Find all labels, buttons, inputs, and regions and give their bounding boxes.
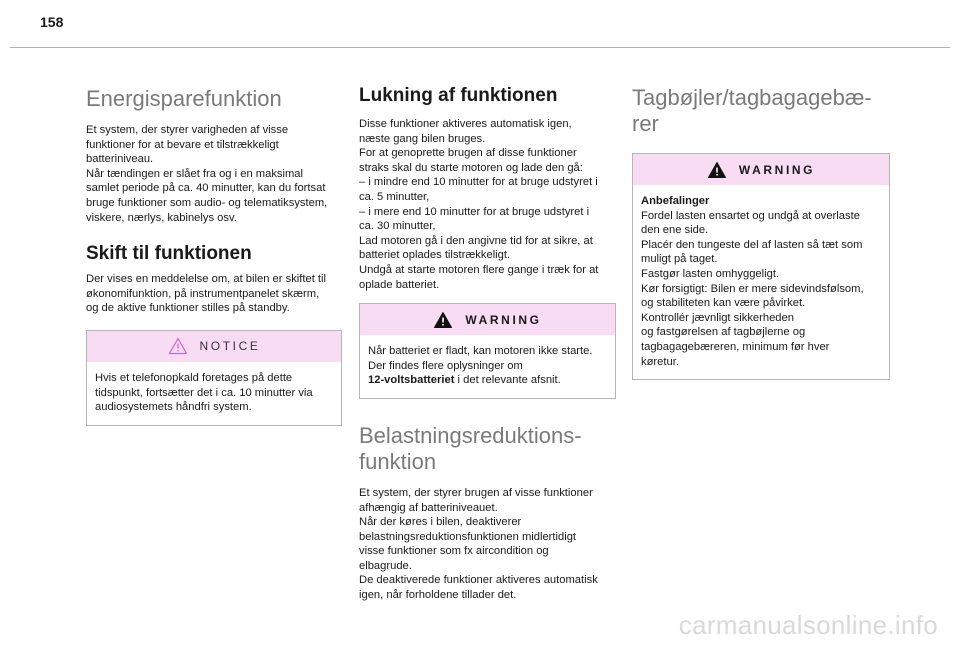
page-number: 158 bbox=[40, 14, 64, 30]
notice-title: NOTICE bbox=[199, 339, 261, 354]
warning-box-battery bbox=[359, 303, 616, 399]
energy-intro-text: Et system, der styrer varigheden af visse funktioner for at bevare et tilstrækkeligt batteriniveau. Når tændingen er slået fra og i en maksimal samlet periode på ca. 40 minutter, kan du fortsat bruge funktioner som audio- og telematiksystem, viskere, nærlys, kabinelys osv. bbox=[86, 124, 328, 224]
notice-box bbox=[86, 330, 342, 426]
notice-text: Hvis et telefonopkald foretages på dette tidspunkt, fortsætter det i ca. 10 minutter via audiosystemets håndfri system. bbox=[95, 371, 313, 414]
switch-text: Der vises en meddelelse om, at bilen er skiftet til økonomifunktion, på instrumentpanelet skærm, og de aktive funktioner stilles på standby. bbox=[86, 273, 327, 315]
warning-text: Når batteriet er fladt, kan motoren ikke starte. Der findes flere oplysninger om 12-voltsbatteriet i det relevante afsnit. bbox=[368, 345, 593, 387]
column-3 bbox=[632, 78, 890, 380]
warning-outline-icon bbox=[168, 337, 188, 355]
heading-belastningsreduktion: Belastningsreduktions- funktion bbox=[359, 422, 582, 474]
load-reduction-text: Et system, der styrer brugen af visse funktioner afhængig af batteriniveauet. Når der køres i bilen, deaktiverer belastningsreduktionsfunktionen midlertidigt visse funktioner som fx aircondition og elbagrude. De deaktiverede funktioner aktiveres automatisk igen, når forholdene tillader det. bbox=[359, 486, 598, 602]
heading-tagbojler: Tagbøjler/tagbagagebæ- rer bbox=[632, 85, 872, 136]
column-2 bbox=[359, 78, 616, 603]
warning-box-roof bbox=[632, 153, 890, 380]
header-rule bbox=[10, 47, 950, 48]
watermark: carmanualsonline.info bbox=[678, 610, 938, 640]
warning-header-roof bbox=[633, 154, 889, 185]
recommendations-heading: Anbefalinger bbox=[641, 195, 710, 207]
heading-skift-til-funktionen: Skift til funktionen bbox=[86, 243, 252, 265]
heading-lukning-af-funktionen: Lukning af funktionen bbox=[359, 85, 558, 106]
warning-title: WARNING bbox=[465, 312, 542, 327]
warning-icon bbox=[433, 311, 453, 329]
warning-bold-term: 12-voltsbatteriet bbox=[368, 374, 455, 387]
roof-warning-text: Fordel lasten ensartet og undgå at overlaste den ene side. Placér den tungeste del af lasten så tæt som muligt på taget. Fastgør lasten omhyggeligt. Kør forsigtigt: Bilen er mere sidevindsfølsom, og stabiliteten kan være påvirket. Kontrollér jævnligt sikkerheden og fastgørelsen af tagbøjlerne og tagbagagebæreren, minimum før hver køretur. bbox=[641, 209, 864, 368]
heading-energisparefunktion: Energisparefunktion bbox=[86, 86, 282, 111]
column-1 bbox=[86, 78, 342, 426]
warning-header bbox=[360, 304, 615, 335]
closing-text: Disse funktioner aktiveres automatisk igen, næste gang bilen bruges. For at genoprette brugen af disse funktioner straks skal du starte motoren og lade den gå: – i mindre end 10 minutter for at bruge udstyret i ca. 5 minutter, – i mere end 10 minutter for at bruge udstyret i ca. 30 minutter, Lad motoren gå i den angivne tid for at sikre, at batteriet oplades tilstrækkeligt. Undgå at starte motoren flere gange i træk for at oplade batteriet. bbox=[359, 118, 599, 291]
notice-header bbox=[87, 331, 341, 362]
warning-title-roof: WARNING bbox=[738, 162, 816, 177]
warning-icon bbox=[707, 161, 727, 179]
